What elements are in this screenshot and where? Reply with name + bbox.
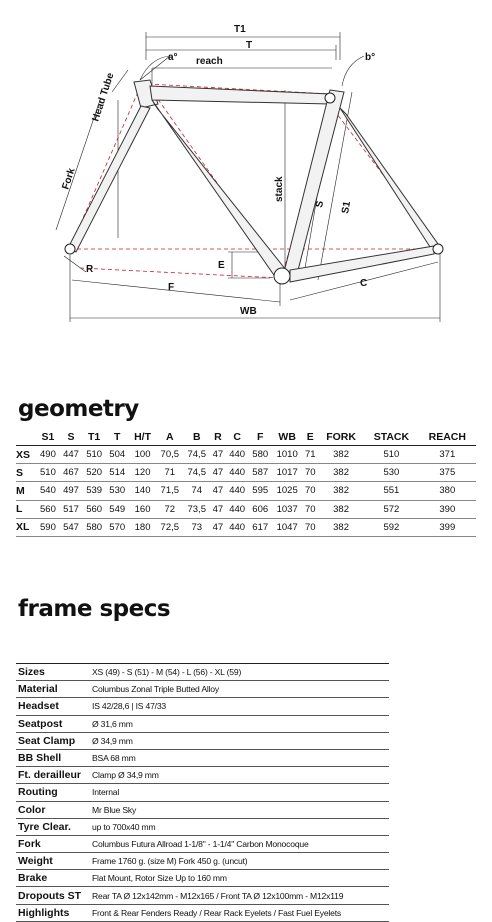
geometry-value-cell: 539	[83, 482, 106, 500]
geometry-value-cell: 540	[36, 482, 59, 500]
geometry-value-cell: 595	[249, 482, 272, 500]
geometry-value-cell: 587	[249, 464, 272, 482]
spec-value: Clamp Ø 34,9 mm	[92, 767, 389, 784]
geometry-value-cell: 71	[303, 446, 318, 464]
spec-value: Front & Rear Fenders Ready / Rear Rack Eyelets / Fast Fuel Eyelets	[92, 904, 389, 921]
geometry-value-cell: 570	[106, 518, 129, 536]
spec-value: BSA 68 mm	[92, 749, 389, 766]
spec-label: Weight	[16, 853, 92, 870]
geometry-value-cell: 606	[249, 500, 272, 518]
geometry-value-cell: 547	[60, 518, 83, 536]
geometry-value-cell: 72,5	[156, 518, 183, 536]
spec-row	[16, 835, 389, 852]
geometry-value-cell: 440	[226, 464, 249, 482]
frame-geometry-diagram	[0, 0, 492, 330]
spec-row	[16, 715, 389, 732]
wb-label: WB	[240, 306, 257, 317]
geometry-header-cell: FORK	[318, 429, 364, 446]
geometry-row	[16, 500, 476, 518]
geometry-header-cell: S	[60, 429, 83, 446]
geometry-value-cell: 1017	[272, 464, 303, 482]
geometry-value-cell: 580	[83, 518, 106, 536]
s-label: S	[314, 200, 327, 209]
spec-row	[16, 904, 389, 921]
spec-label: Dropouts ST	[16, 887, 92, 904]
spec-value: Ø 31,6 mm	[92, 715, 389, 732]
geometry-value-cell: 590	[36, 518, 59, 536]
geometry-row	[16, 446, 476, 464]
spec-row	[16, 749, 389, 766]
geometry-value-cell: 73	[183, 518, 210, 536]
geometry-header-row	[16, 429, 476, 446]
geometry-value-cell: 520	[83, 464, 106, 482]
geometry-value-cell: 375	[419, 464, 476, 482]
spec-row	[16, 887, 389, 904]
geometry-value-cell: 530	[364, 464, 418, 482]
spec-label: Ft. derailleur	[16, 767, 92, 784]
t1-label: T1	[234, 24, 246, 35]
geometry-header-cell: STACK	[364, 429, 418, 446]
geometry-value-cell: 497	[60, 482, 83, 500]
r-label: R	[86, 264, 94, 275]
frame-specs-title: frame specs	[18, 596, 171, 622]
geometry-value-cell: 71	[156, 464, 183, 482]
stack-label: stack	[274, 176, 285, 202]
geometry-row	[16, 482, 476, 500]
geometry-header-cell: B	[183, 429, 210, 446]
spec-label: Color	[16, 801, 92, 818]
spec-label: Seatpost	[16, 715, 92, 732]
geometry-row	[16, 464, 476, 482]
geometry-size-cell: XS	[16, 446, 36, 464]
geometry-value-cell: 510	[36, 464, 59, 482]
spec-label: Brake	[16, 870, 92, 887]
spec-row	[16, 870, 389, 887]
geometry-value-cell: 1047	[272, 518, 303, 536]
geometry-header-cell: E	[303, 429, 318, 446]
geometry-header-cell: R	[210, 429, 225, 446]
s1-label: S1	[340, 200, 354, 215]
geometry-value-cell: 440	[226, 518, 249, 536]
geometry-size-cell: S	[16, 464, 36, 482]
geometry-value-cell: 70	[303, 482, 318, 500]
geometry-header-cell	[16, 429, 36, 446]
geometry-value-cell: 592	[364, 518, 418, 536]
spec-row	[16, 784, 389, 801]
geometry-header-cell: F	[249, 429, 272, 446]
geometry-value-cell: 467	[60, 464, 83, 482]
spec-value: Rear TA Ø 12x142mm - M12x165 / Front TA Ø 12x100mm - M12x119	[92, 887, 389, 904]
spec-value: Columbus Zonal Triple Butted Alloy	[92, 681, 389, 698]
geometry-value-cell: 1010	[272, 446, 303, 464]
geometry-value-cell: 1037	[272, 500, 303, 518]
geometry-value-cell: 70	[303, 518, 318, 536]
geometry-value-cell: 160	[129, 500, 157, 518]
geometry-value-cell: 47	[210, 464, 225, 482]
geometry-value-cell: 551	[364, 482, 418, 500]
geometry-title: geometry	[18, 396, 139, 422]
b-angle-label: b°	[365, 52, 376, 63]
geometry-size-cell: M	[16, 482, 36, 500]
a-angle-label: a°	[168, 52, 178, 63]
geometry-value-cell: 120	[129, 464, 157, 482]
spec-label: Material	[16, 681, 92, 698]
geometry-value-cell: 510	[364, 446, 418, 464]
spec-value: XS (49) - S (51) - M (54) - L (56) - XL (59)	[92, 664, 389, 681]
geometry-value-cell: 140	[129, 482, 157, 500]
geometry-value-cell: 447	[60, 446, 83, 464]
geometry-value-cell: 380	[419, 482, 476, 500]
geometry-value-cell: 47	[210, 518, 225, 536]
geometry-value-cell: 530	[106, 482, 129, 500]
spec-row	[16, 732, 389, 749]
geometry-value-cell: 47	[210, 446, 225, 464]
geometry-header-cell: WB	[272, 429, 303, 446]
spec-label: Sizes	[16, 664, 92, 681]
geometry-value-cell: 510	[83, 446, 106, 464]
spec-label: Seat Clamp	[16, 732, 92, 749]
geometry-value-cell: 490	[36, 446, 59, 464]
spec-value: Ø 34,9 mm	[92, 732, 389, 749]
geometry-header-cell: H/T	[129, 429, 157, 446]
geometry-size-cell: L	[16, 500, 36, 518]
geometry-value-cell: 399	[419, 518, 476, 536]
spec-label: BB Shell	[16, 749, 92, 766]
geometry-value-cell: 382	[318, 446, 364, 464]
spec-label: Routing	[16, 784, 92, 801]
geometry-value-cell: 371	[419, 446, 476, 464]
geometry-value-cell: 72	[156, 500, 183, 518]
spec-row	[16, 681, 389, 698]
geometry-value-cell: 74,5	[183, 446, 210, 464]
geometry-value-cell: 382	[318, 500, 364, 518]
spec-row	[16, 664, 389, 681]
spec-value: Columbus Futura Allroad 1-1/8" - 1-1/4" Carbon Monocoque	[92, 835, 389, 852]
geometry-header-cell: T1	[83, 429, 106, 446]
geometry-value-cell: 560	[36, 500, 59, 518]
geometry-size-cell: XL	[16, 518, 36, 536]
c-label: C	[360, 278, 368, 289]
geometry-value-cell: 560	[83, 500, 106, 518]
t-label: T	[246, 40, 253, 51]
geometry-value-cell: 390	[419, 500, 476, 518]
geometry-header-cell: S1	[36, 429, 59, 446]
spec-row	[16, 818, 389, 835]
geometry-value-cell: 514	[106, 464, 129, 482]
geometry-header-cell: A	[156, 429, 183, 446]
reach-label: reach	[196, 56, 223, 67]
spec-label: Highlights	[16, 904, 92, 921]
fork-label: Fork	[60, 166, 78, 191]
f-label: F	[168, 282, 175, 293]
geometry-value-cell: 382	[318, 518, 364, 536]
geometry-value-cell: 100	[129, 446, 157, 464]
geometry-value-cell: 549	[106, 500, 129, 518]
spec-label: Tyre Clear.	[16, 818, 92, 835]
geometry-value-cell: 382	[318, 482, 364, 500]
geometry-value-cell: 73,5	[183, 500, 210, 518]
geometry-value-cell: 440	[226, 482, 249, 500]
geometry-value-cell: 70	[303, 500, 318, 518]
spec-label: Fork	[16, 835, 92, 852]
spec-value: Internal	[92, 784, 389, 801]
spec-label: Headset	[16, 698, 92, 715]
geometry-header-cell: T	[106, 429, 129, 446]
spec-value: IS 42/28,6 | IS 47/33	[92, 698, 389, 715]
geometry-header-cell: REACH	[419, 429, 476, 446]
e-label: E	[218, 260, 225, 271]
geometry-header-cell: C	[226, 429, 249, 446]
spec-row	[16, 698, 389, 715]
geometry-value-cell: 580	[249, 446, 272, 464]
spec-row	[16, 767, 389, 784]
geometry-value-cell: 70	[303, 464, 318, 482]
geometry-value-cell: 47	[210, 500, 225, 518]
spec-value: Mr Blue Sky	[92, 801, 389, 818]
spec-value: Flat Mount, Rotor Size Up to 160 mm	[92, 870, 389, 887]
head-tube-label: Head Tube	[90, 71, 117, 123]
frame-specs-table	[16, 663, 389, 922]
geometry-value-cell: 617	[249, 518, 272, 536]
geometry-value-cell: 1025	[272, 482, 303, 500]
geometry-value-cell: 74	[183, 482, 210, 500]
geometry-value-cell: 70,5	[156, 446, 183, 464]
geometry-value-cell: 180	[129, 518, 157, 536]
geometry-row	[16, 518, 476, 536]
geometry-value-cell: 517	[60, 500, 83, 518]
geometry-value-cell: 47	[210, 482, 225, 500]
geometry-value-cell: 440	[226, 446, 249, 464]
spec-row	[16, 801, 389, 818]
spec-value: up to 700x40 mm	[92, 818, 389, 835]
spec-value: Frame 1760 g. (size M) Fork 450 g. (uncut)	[92, 853, 389, 870]
geometry-table	[16, 429, 476, 537]
geometry-value-cell: 74,5	[183, 464, 210, 482]
geometry-value-cell: 71,5	[156, 482, 183, 500]
geometry-value-cell: 382	[318, 464, 364, 482]
geometry-value-cell: 440	[226, 500, 249, 518]
spec-row	[16, 853, 389, 870]
geometry-value-cell: 504	[106, 446, 129, 464]
geometry-value-cell: 572	[364, 500, 418, 518]
